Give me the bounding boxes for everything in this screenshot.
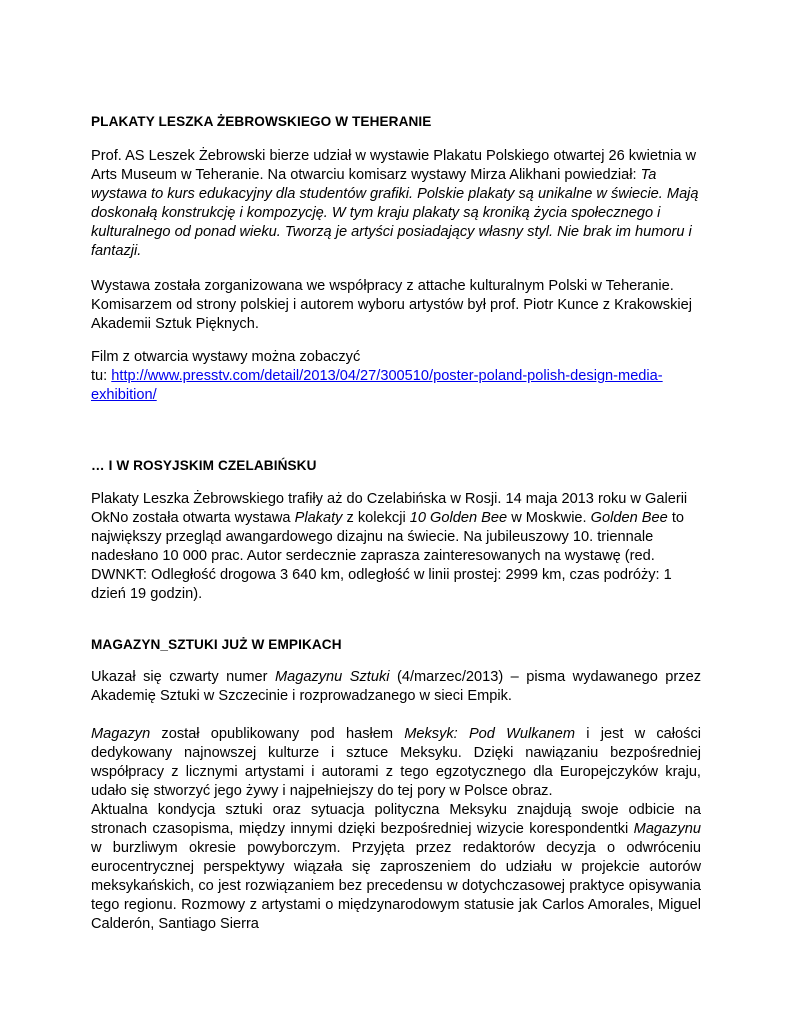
paragraph-teheran-film bbox=[91, 348, 701, 405]
paragraph-teheran-intro bbox=[91, 147, 701, 261]
italic-magazyn: Magazyn bbox=[91, 726, 151, 742]
italic-plakaty: Plakaty bbox=[294, 510, 343, 526]
text-run: z kolekcji bbox=[342, 510, 410, 526]
text-run: Ukazał się czwarty numer bbox=[91, 669, 275, 685]
quote-alikhani: Ta wystawa to kurs edukacyjny dla studentów grafiki. Polskie plakaty są unikalne w świecie. Mają doskonałą konstrukcję i kompozycję. W tym kraju plakaty są kroniką życia społecznego i kulturalnego od ponad wieku. Tworzą je artyści posiadający własny styl. Nie brak im humoru i fantazji. bbox=[91, 167, 699, 259]
paragraph-magazyn-mexico bbox=[91, 725, 701, 801]
text-run: Aktualna kondycja sztuki oraz sytuacja polityczna Meksyku znajdują swoje odbicie na stronach czasopisma, między innymi dzięki bezpośredniej wizycie korespondentki bbox=[91, 802, 701, 837]
text-run: w burzliwym okresie powyborczym. Przyjęta przez redaktorów decyzja o odwróceniu eurocentrycznej perspektywy wiązała się zaproszeniem do udziału w projekcie autorów meksykańskich, co jest rozwiązaniem bez precedensu w dotychczasowej praktyce opisywania tego regionu. Rozmowy z artystami o międzynarodowym statusie jak Carlos Amorales, Miguel Calderón, Santiago Sierra bbox=[91, 840, 701, 932]
paragraph-czelabinsk bbox=[91, 490, 701, 604]
presstv-link[interactable]: http://www.presstv.com/detail/2013/04/27/300510/poster-poland-polish-design-media-exhibition/ bbox=[91, 368, 663, 403]
text-run: Prof. AS Leszek Żebrowski bierze udział w wystawie Plakatu Polskiego otwartej 26 kwietnia w Arts Museum w Teheranie. Na otwarciu komisarz wystawy Mirza Alikhani powiedział: bbox=[91, 148, 697, 183]
italic-10-golden-bee: 10 Golden Bee bbox=[409, 510, 508, 526]
italic-golden-bee: Golden Bee bbox=[590, 510, 668, 526]
text-run: został opublikowany pod hasłem bbox=[150, 726, 405, 742]
italic-meksyk-pod-wulkanem: Meksyk: Pod Wulkanem bbox=[404, 726, 576, 742]
text-run: Plakaty Leszka Żebrowskiego trafiły aż do Czelabińska w Rosji. 14 maja 2013 roku w Galerii OkNo została otwarta wystawa bbox=[91, 491, 688, 526]
text-run: tu: bbox=[91, 368, 112, 384]
text-run: to największy przegląd awangardowego dizajnu na świecie. Na jubileuszowy 10. triennale nadesłano 10 000 prac. Autor serdecznie zaprasza zainteresowanych na wystawę (red. DWNKT: Odległość drogowa 3 640 km, odległość w linii prostej: 2999 km, czas podróży: 1 dzień 19 godzin). bbox=[91, 510, 684, 602]
italic-magazynu-sztuki: Magazynu Sztuki bbox=[274, 669, 390, 685]
section-heading-magazyn: MAGAZYN_SZTUKI JUŻ W EMPIKACH bbox=[91, 637, 342, 652]
text-run: Film z otwarcia wystawy można zobaczyć bbox=[91, 349, 361, 365]
text-run: w Moskwie. bbox=[507, 510, 591, 526]
section-heading-czelabinsk: … I W ROSYJSKIM CZELABIŃSKU bbox=[91, 458, 317, 473]
section-heading-teheran: PLAKATY LESZKA ŻEBROWSKIEGO W TEHERANIE bbox=[91, 114, 432, 129]
paragraph-magazyn-issue bbox=[91, 668, 701, 706]
paragraph-magazyn-politics bbox=[91, 801, 701, 934]
paragraph-teheran-organization: Wystawa została zorganizowana we współpracy z attache kulturalnym Polski w Teheranie. Komisarzem od strony polskiej i autorem wyboru artystów był prof. Piotr Kunce z Krakowskiej Akademii Sztuk Pięknych. bbox=[91, 278, 693, 332]
italic-magazynu: Magazynu bbox=[633, 821, 701, 837]
text-run: (4/marzec/2013) – pisma wydawanego przez Akademię Sztuki w Szczecinie i rozprowadzanego w sieci Empik. bbox=[91, 669, 701, 704]
text-run: i jest w całości dedykowany najnowszej kulturze i sztuce Meksyku. Dzięki nawiązaniu bezpośredniej współpracy z licznymi artystami i autorami z tego egzotycznego dla Europejczyków kraju, udało się stworzyć jego żywy i najpełniejszy do tej pory w Polsce obraz. bbox=[91, 726, 701, 799]
